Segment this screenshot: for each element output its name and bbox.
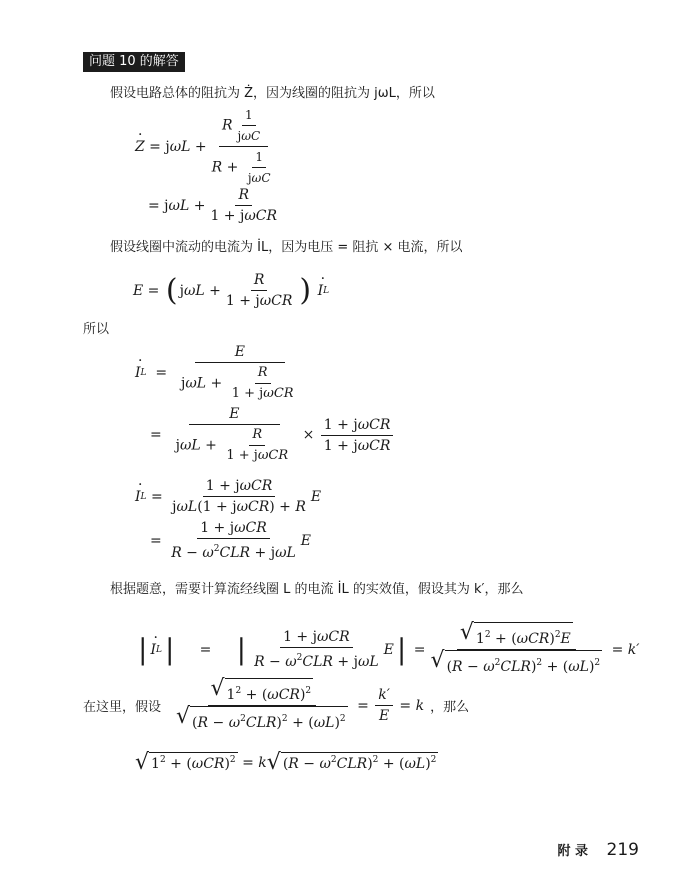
paragraph-impedance: 假设电路总体的阻抗为 Ż，因为线圈的阻抗为 jωL，所以	[110, 86, 435, 101]
appendix-label: 附 录	[557, 844, 589, 859]
paragraph-therefore: 所以	[83, 322, 110, 337]
equation-current-3: · I L = $\frac{\text{1 + jωCR}}{\text{jωL(1 + jωCR) + R}}$ E	[135, 476, 321, 517]
section-heading: 问题 10 的解答	[83, 52, 185, 72]
equation-current-2: = E jωL + $\frac{R}{\text{1 + jωCR}}$ × $\frac{\text{1 + jωCR}}{\text{1 + jωCR}}$	[150, 404, 395, 466]
equation-current-4: = $\frac{\text{1 + jωCR}}{R - \omega^2CLR + j\omega L}$ E	[150, 520, 312, 561]
equation-final: √ $1^2 + (\omega CR)^2$ = k √ $(R - \omega^2CLR)^2 + (\omega L)^2$	[135, 750, 437, 775]
assumption-prefix: 在这里，假设	[83, 700, 162, 715]
assumption-suffix: ，那么	[430, 700, 470, 715]
equation-magnitude: | · I L | = | $\frac{\text{1 + jωCR}}{R - \omega^2CLR + j\omega L}$ E | = √ $1^2 + (\omega CR)^2E$ √ $(R - \omega^2CLR)^2 + (\omega L)^2$ = k′	[135, 622, 639, 677]
equation-current-1: · I L = E jωL + $\frac{R}{\text{1 + jωCR}}$	[135, 342, 304, 404]
equation-impedance-2: = j ωL + $\frac{R}{\text{1 + jωCR}}$	[148, 187, 277, 224]
page-footer	[557, 840, 639, 860]
page-number: 219	[606, 840, 639, 860]
equation-assumption: 在这里，假设 √ $1^2 + (\omega CR)^2$ √ $(R - \omega^2CLR)^2 + (\omega L)^2$ = $\frac{k'}{E}$ = k ，那么	[83, 676, 470, 731]
equation-voltage: E = ( j ωL + $\frac{R}{\text{1 + jωCR}}$ ) · I L	[133, 270, 329, 311]
equation-impedance-1: · Z = j ωL + R $\frac{1}{\text{jωC}}$ R + $\frac{1}{\text{jωC}}$	[135, 105, 281, 188]
paragraph-effective-value: 根据题意，需要计算流经线圈 L 的电流 İL 的实效值，假设其为 k′，那么	[110, 582, 524, 597]
paragraph-voltage: 假设线圈中流动的电流为 İL，因为电压 = 阻抗 × 电流，所以	[110, 240, 463, 255]
